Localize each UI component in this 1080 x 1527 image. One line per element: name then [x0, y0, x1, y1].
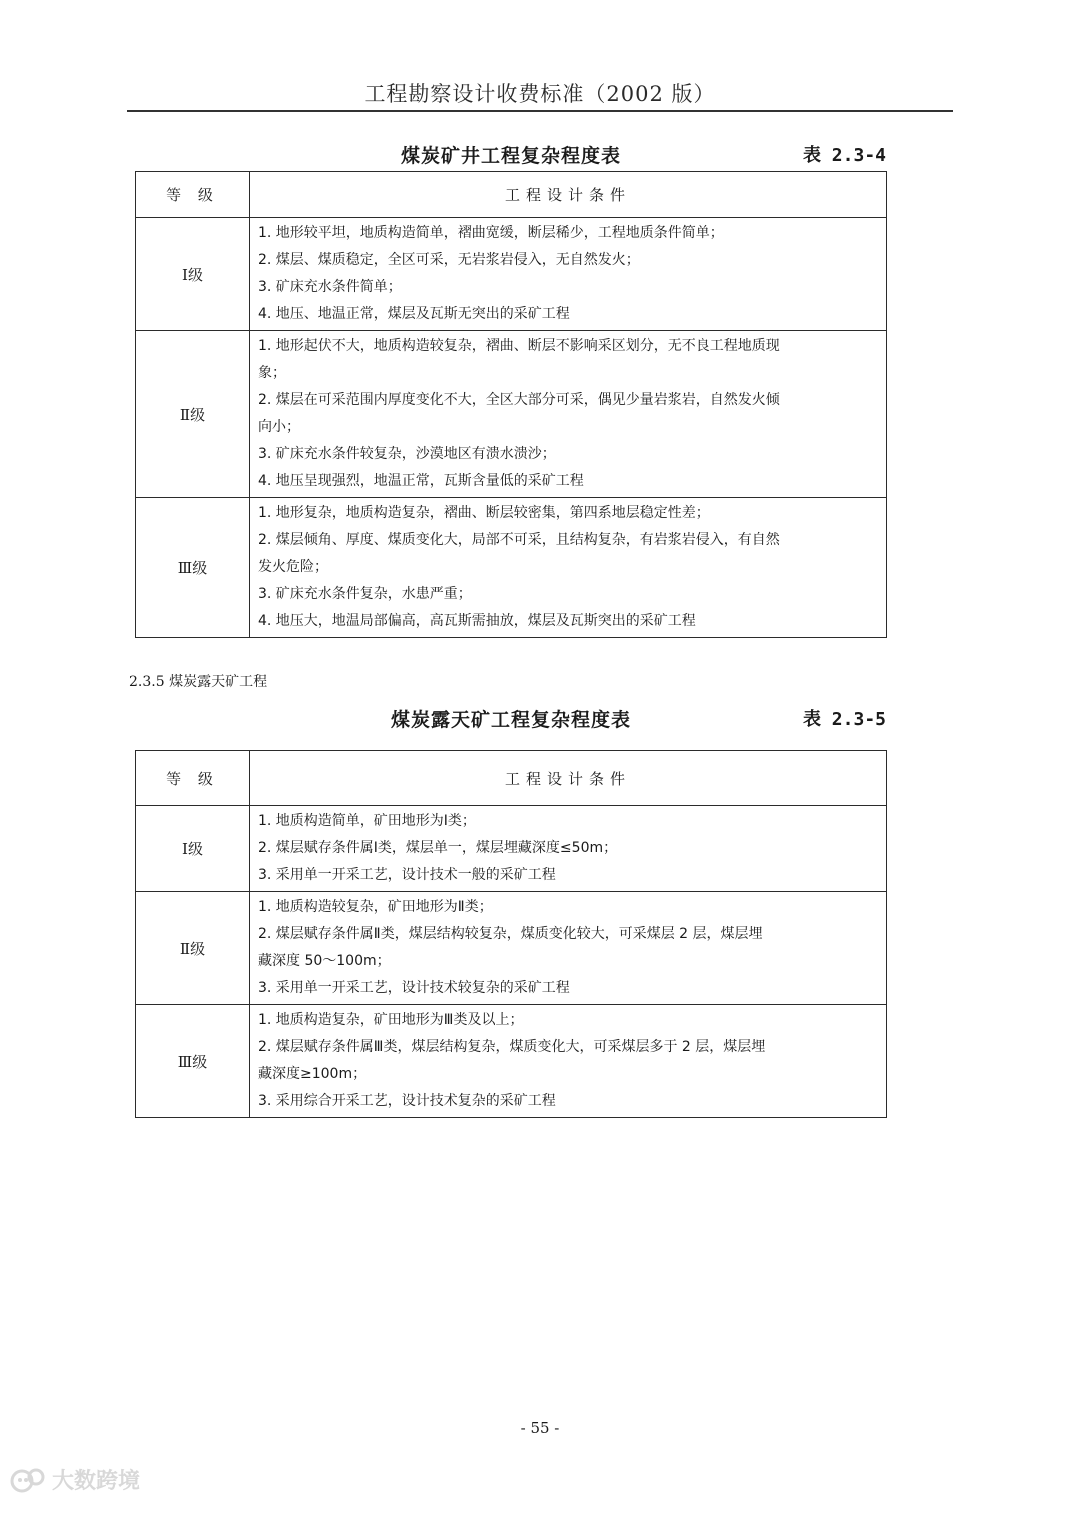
table1-conditions-cell [250, 331, 887, 498]
table1-row [136, 498, 887, 638]
table2-row [136, 892, 887, 1005]
table2-row [136, 1005, 887, 1118]
table1-conditions-cell [250, 498, 887, 638]
condition-line: 1. 地形起伏不大，地质构造较复杂，褶曲、断层不影响采区划分，无不良工程地质现 [258, 338, 780, 354]
table1-conditions-cell [250, 218, 887, 331]
condition-line: 2. 煤层赋存条件属Ⅲ类，煤层结构复杂，煤质变化大，可采煤层多于 2 层，煤层埋 [258, 1039, 766, 1055]
section-heading: 2.3.5 煤炭露天矿工程 [129, 674, 268, 690]
condition-line: 2. 煤层、煤质稳定，全区可采，无岩浆岩侵入，无自然发火； [258, 252, 640, 268]
condition-line: 藏深度≥100m； [258, 1066, 367, 1082]
condition-line: 3. 矿床充水条件简单； [258, 279, 402, 295]
table2-row [136, 806, 887, 892]
condition-line: 1. 地质构造较复杂，矿田地形为Ⅱ类； [258, 899, 493, 915]
table1-level-cell: Ⅰ级 [136, 218, 250, 331]
table1-level-cell: Ⅱ级 [136, 331, 250, 498]
condition-line: 2. 煤层倾角、厚度、煤质变化大，局部不可采，且结构复杂，有岩浆岩侵入，有自然 [258, 532, 780, 548]
condition-line: 1. 地质构造简单，矿田地形为Ⅰ类； [258, 813, 476, 829]
table1-header-row [136, 172, 887, 218]
condition-line: 4. 地压、地温正常，煤层及瓦斯无突出的采矿工程 [258, 306, 570, 322]
table1-header-level: 等 级 [136, 172, 250, 218]
header-rule [127, 110, 953, 112]
table2-title: 煤炭露天矿工程复杂程度表 [390, 709, 631, 731]
table2-level-cell: Ⅲ级 [136, 1005, 250, 1118]
condition-line: 3. 采用单一开采工艺，设计技术较复杂的采矿工程 [258, 980, 570, 996]
table2-number: 表 2.3-5 [802, 709, 886, 730]
table2-header-level: 等 级 [136, 751, 250, 806]
condition-line: 向小； [258, 419, 300, 435]
table2-level-cell: Ⅱ级 [136, 892, 250, 1005]
condition-line: 藏深度 50～100m； [258, 953, 391, 969]
table2-conditions-cell [250, 806, 887, 892]
table2-header-row [136, 751, 887, 806]
condition-line: 发火危险； [258, 559, 328, 575]
table2 [135, 750, 887, 1118]
condition-line: 象； [258, 365, 286, 381]
running-header: 工程勘察设计收费标准（2002 版） [364, 82, 716, 106]
table1-row [136, 218, 887, 331]
condition-line: 1. 地形复杂，地质构造复杂，褶曲、断层较密集，第四系地层稳定性差； [258, 505, 710, 521]
condition-line: 3. 采用单一开采工艺，设计技术一般的采矿工程 [258, 867, 556, 883]
table1-level-cell: Ⅲ级 [136, 498, 250, 638]
watermark-text: 大数跨境 [52, 1469, 141, 1494]
table2-conditions-cell [250, 1005, 887, 1118]
table1 [135, 171, 887, 638]
table1-row [136, 331, 887, 498]
table1-number: 表 2.3-4 [802, 145, 886, 166]
table2-conditions-cell [250, 892, 887, 1005]
condition-line: 1. 地形较平坦，地质构造简单，褶曲宽缓，断层稀少，工程地质条件简单； [258, 225, 724, 241]
condition-line: 1. 地质构造复杂，矿田地形为Ⅲ类及以上； [258, 1012, 524, 1028]
condition-line: 2. 煤层赋存条件属Ⅰ类，煤层单一，煤层埋藏深度≤50m； [258, 840, 618, 856]
table1-header-conditions: 工程设计条件 [250, 172, 887, 218]
condition-line: 3. 采用综合开采工艺，设计技术复杂的采矿工程 [258, 1093, 556, 1109]
page-number: - 55 - [520, 1419, 560, 1437]
table2-caption [136, 705, 886, 735]
table1-title: 煤炭矿井工程复杂程度表 [400, 145, 621, 167]
table1-caption [136, 141, 886, 171]
condition-line: 2. 煤层赋存条件属Ⅱ类，煤层结构较复杂，煤质变化较大，可采煤层 2 层，煤层埋 [258, 926, 763, 942]
watermark-logo-icon [8, 1465, 48, 1495]
condition-line: 4. 地压呈现强烈，地温正常，瓦斯含量低的采矿工程 [258, 473, 584, 489]
condition-line: 3. 矿床充水条件复杂，水患严重； [258, 586, 472, 602]
condition-line: 2. 煤层在可采范围内厚度变化不大，全区大部分可采，偶见少量岩浆岩，自然发火倾 [258, 392, 780, 408]
condition-line: 3. 矿床充水条件较复杂，沙漠地区有溃水溃沙； [258, 446, 556, 462]
watermark [8, 1464, 140, 1495]
condition-line: 4. 地压大，地温局部偏高，高瓦斯需抽放，煤层及瓦斯突出的采矿工程 [258, 613, 696, 629]
table2-level-cell: Ⅰ级 [136, 806, 250, 892]
table2-header-conditions: 工程设计条件 [250, 751, 887, 806]
